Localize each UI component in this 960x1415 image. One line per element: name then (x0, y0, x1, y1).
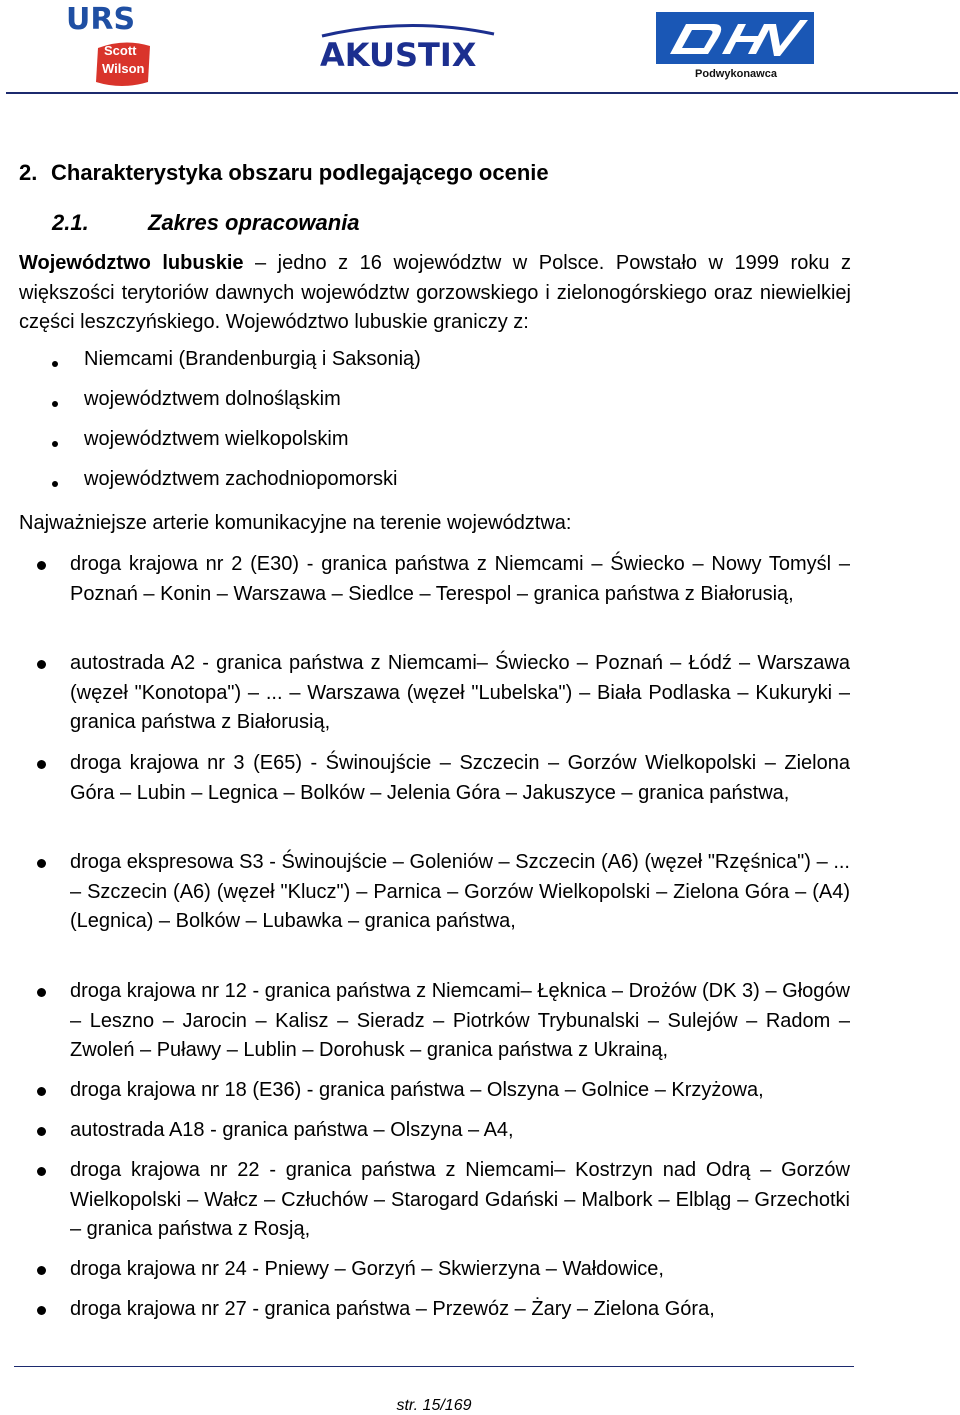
section-heading (19, 160, 549, 186)
section-number: 2. (19, 160, 38, 185)
bullet-icon (52, 481, 58, 487)
intro-lead: Województwo lubuskie (19, 252, 244, 274)
page-number: str. 15/169 (396, 1397, 472, 1414)
artery-item: droga krajowa nr 24 - Pniewy – Gorzyń – Skwierzyna – Wałdowice, (70, 1258, 664, 1280)
subsection-number: 2.1. (52, 210, 89, 235)
artery-item: droga krajowa nr 22 - granica państwa z Niemcami– Kostrzyn nad Odrą – Gorzów Wielkopolski – Wałcz – Człuchów – Starogard Gdański – Malbork – Elbląg – Grzechotki – granica państwa z Rosją, (70, 1159, 850, 1240)
artery-item: droga krajowa nr 3 (E65) - Świnoujście – Szczecin – Gorzów Wielkopolski – Zielona Góra – Lubin – Legnica – Bolków – Jelenia Góra – Jakuszyce – granica państwa, (70, 752, 850, 804)
akustix-logo-text: AKUSTIX (320, 36, 477, 72)
bullet-icon (37, 1167, 46, 1176)
dhv-subtitle: Podwykonawca (695, 68, 777, 80)
bullet-icon (37, 1127, 46, 1136)
list-item (0, 348, 960, 378)
bullet-icon (37, 1266, 46, 1275)
scott-text: Scott (104, 43, 137, 58)
section-title: Charakterystyka obszaru podlegającego ocenie (51, 160, 549, 185)
artery-item: droga ekspresowa S3 - Świnoujście – Goleniów – Szczecin (A6) (węzeł "Rzęśnica") – ... – Szczecin (A6) (węzeł "Klucz") – Parnica – Gorzów Wielkopolski – Zielona Góra – (A4) (Legnica) – Bolków – Lubawka – granica państwa, (70, 851, 850, 932)
border-text: Niemcami (Brandenburgią i Saksonią) (84, 348, 421, 370)
arteries-intro: Najważniejsze arterie komunikacyjne na terenie województwa: (19, 512, 572, 534)
bullet-icon (37, 1306, 46, 1315)
urs-scott-wilson-logo (64, 2, 156, 94)
list-item (0, 468, 960, 498)
urs-logo-text: URS (66, 2, 136, 37)
intro-text: – jedno z 16 województw w Polsce. Powstało w 1999 roku z większości terytoriów dawnych województw gorzowskiego i zielonogórskiego oraz niewielkiej części leszczyńskiego. Województwo lubuskie graniczy z: (19, 252, 851, 333)
dhv-logo (656, 10, 816, 80)
bullet-icon (52, 401, 58, 407)
akustix-logo (318, 22, 502, 72)
bullet-icon (52, 361, 58, 367)
border-text: województwem wielkopolskim (84, 428, 349, 450)
bullet-icon (37, 988, 46, 997)
intro-paragraph (19, 249, 851, 338)
bullet-icon (37, 859, 46, 868)
border-text: województwem zachodniopomorski (84, 468, 398, 490)
list-item (0, 388, 960, 418)
bullet-icon (37, 760, 46, 769)
bullet-icon (37, 561, 46, 570)
bullet-icon (37, 660, 46, 669)
footer-divider (14, 1366, 854, 1367)
list-item (0, 428, 960, 458)
subsection-title: Zakres opracowania (148, 210, 360, 235)
header-divider (6, 92, 958, 94)
artery-item: droga krajowa nr 2 (E30) - granica państwa z Niemcami – Świecko – Nowy Tomyśl – Poznań – Konin – Warszawa – Siedlce – Terespol – granica państwa z Białorusią, (70, 553, 850, 605)
artery-item: droga krajowa nr 18 (E36) - granica państwa – Olszyna – Golnice – Krzyżowa, (70, 1079, 764, 1101)
artery-item: autostrada A2 - granica państwa z Niemcami– Świecko – Poznań – Łódź – Warszawa (węzeł "Konotopa") – ... – Warszawa (węzeł "Lubelska") – Biała Podlaska – Kukuryki – granica państwa z Białorusią, (70, 652, 850, 733)
artery-item: droga krajowa nr 12 - granica państwa z Niemcami– Łęknica – Drożów (DK 3) – Głogów – Leszno – Jarocin – Kalisz – Sieradz – Piotrków Trybunalski – Sulejów – Radom – Zwoleń – Puławy – Lublin – Dorohusk – granica państwa z Ukrainą, (70, 980, 850, 1061)
bullet-icon (37, 1087, 46, 1096)
border-text: województwem dolnośląskim (84, 388, 341, 410)
wilson-text: Wilson (102, 61, 145, 76)
artery-item: droga krajowa nr 27 - granica państwa – Przewóz – Żary – Zielona Góra, (70, 1298, 715, 1320)
artery-item: autostrada A18 - granica państwa – Olszyna – A4, (70, 1119, 514, 1141)
dhv-mark-icon (656, 10, 816, 66)
subsection-heading (52, 210, 360, 236)
bullet-icon (52, 441, 58, 447)
